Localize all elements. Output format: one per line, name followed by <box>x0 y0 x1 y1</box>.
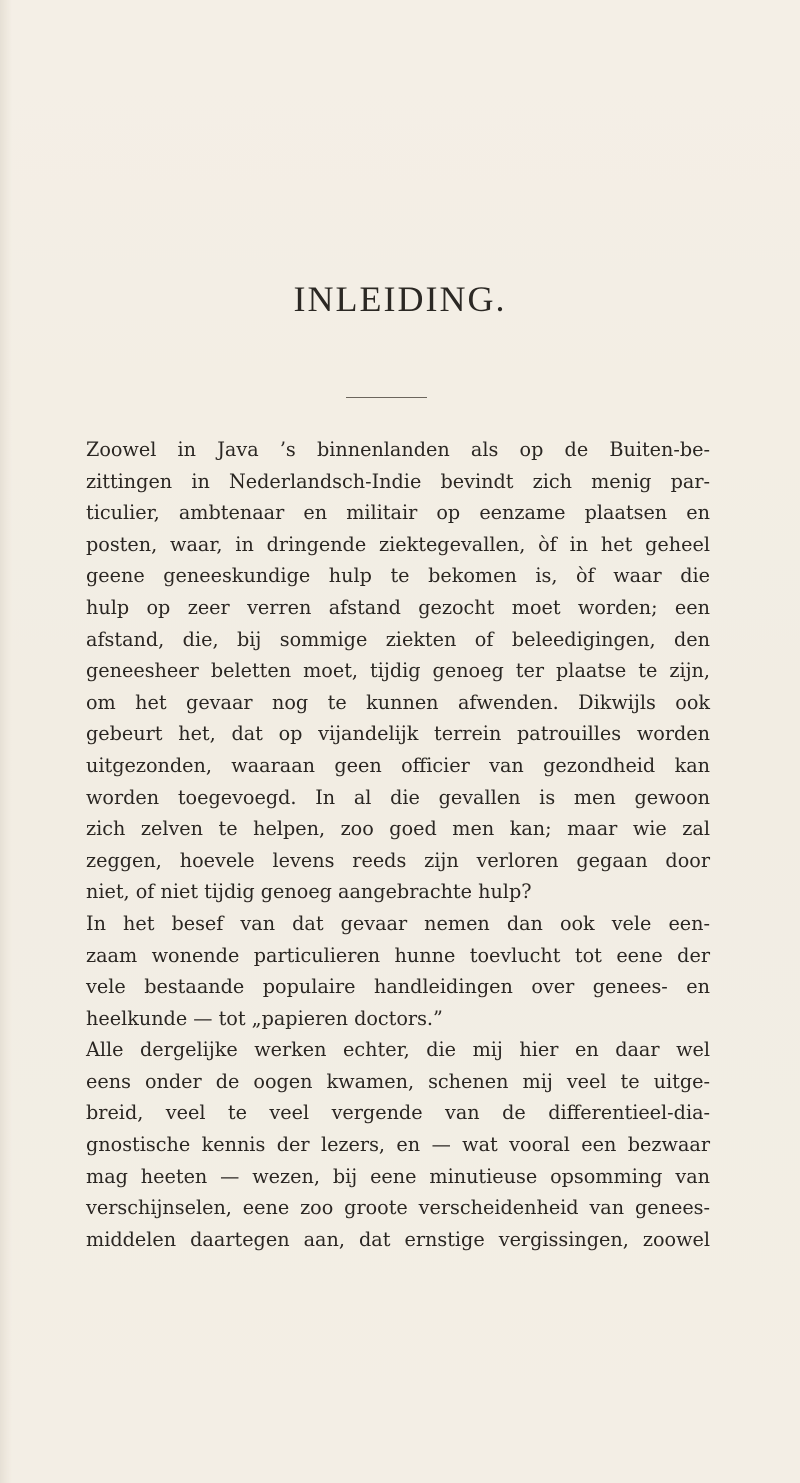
text-line: eens onder de oogen kwamen, schenen mij veel te uitge- <box>86 1069 710 1093</box>
text-line: Alle dergelijke werken echter, die mij hier en daar wel <box>86 1038 710 1062</box>
text-line: gebeurt het, dat op vijandelijk terrein patrouilles worden <box>86 722 710 746</box>
text-line: In het besef van dat gevaar nemen dan ook vele een- <box>86 911 710 935</box>
text-line: mag heeten — wezen, bij eene minutieuse opsomming van <box>86 1164 710 1188</box>
text-line: ticulier, ambtenaar en militair op eenzame plaatsen en <box>86 501 710 525</box>
text-line: gnostische kennis der lezers, en — wat vooral een bezwaar <box>86 1133 710 1157</box>
text-line: uitgezonden, waaraan geen officier van gezondheid kan <box>86 753 710 777</box>
chapter-title: INLEIDING. <box>293 279 507 319</box>
text-line: middelen daartegen aan, dat ernstige vergissingen, zoowel <box>86 1227 710 1251</box>
text-line: om het gevaar nog te kunnen afwenden. Dikwijls ook <box>86 690 710 714</box>
text-line: afstand, die, bij sommige ziekten of beleedigingen, den <box>86 627 710 651</box>
title-divider <box>346 397 427 398</box>
text-line: zaam wonende particulieren hunne toevlucht tot eene der <box>86 943 710 967</box>
text-line: zittingen in Nederlandsch-Indie bevindt zich menig par- <box>86 469 710 493</box>
text-line-paragraph-end: heelkunde — tot „papieren doctors.” <box>86 1006 443 1030</box>
text-line: posten, waar, in dringende ziektegevallen, òf in het geheel <box>86 532 710 556</box>
text-line-paragraph-end: niet, of niet tijdig genoeg aangebrachte hulp? <box>86 880 532 904</box>
text-line: zich zelven te helpen, zoo goed men kan; maar wie zal <box>86 817 710 841</box>
body-text <box>86 434 710 1255</box>
text-line: zeggen, hoevele levens reeds zijn verloren gegaan door <box>86 848 710 872</box>
page-edge-shadow <box>0 0 12 1483</box>
text-line: breid, veel te veel vergende van de differentieel-dia- <box>86 1101 710 1125</box>
text-line: verschijnselen, eene zoo groote verscheidenheid van genees- <box>86 1196 710 1220</box>
text-line: worden toegevoegd. In al die gevallen is men gewoon <box>86 785 710 809</box>
text-line: geneesheer beletten moet, tijdig genoeg ter plaatse te zijn, <box>86 659 710 683</box>
text-line: Zoowel in Java ’s binnenlanden als op de Buiten-be- <box>86 438 710 461</box>
text-line: geene geneeskundige hulp te bekomen is, òf waar die <box>86 564 710 588</box>
text-line: vele bestaande populaire handleidingen over genees- en <box>86 975 710 999</box>
text-line: hulp op zeer verren afstand gezocht moet worden; een <box>86 595 710 619</box>
